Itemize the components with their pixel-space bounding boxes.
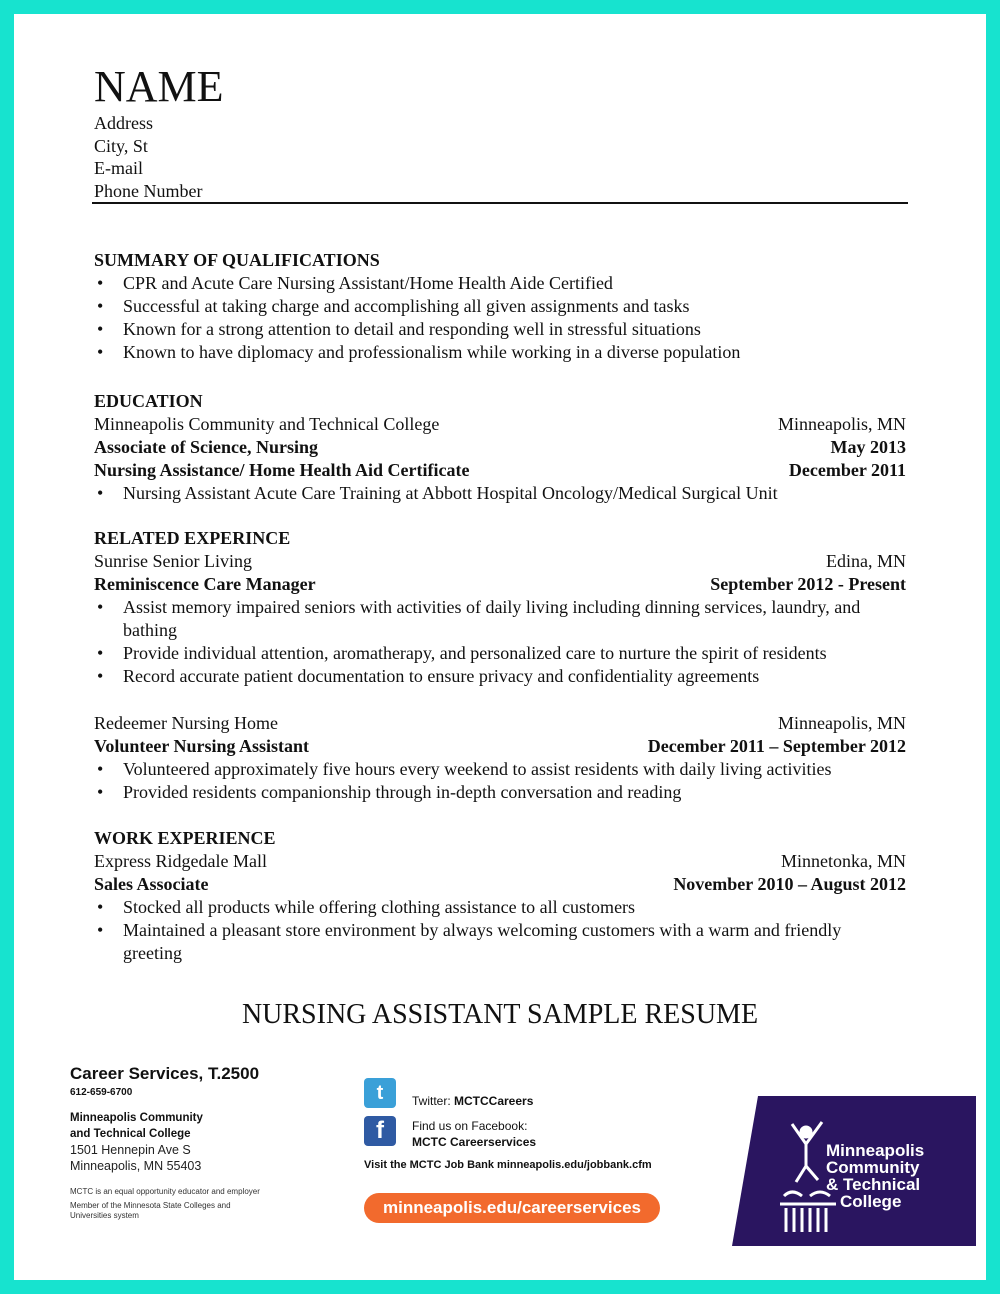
phone-line: Phone Number (94, 180, 203, 201)
header-divider (92, 202, 908, 204)
logo-line-2: Community (826, 1158, 920, 1177)
resume-page (14, 14, 986, 1280)
street-line: 1501 Hennepin Ave S (70, 1143, 191, 1157)
degree-name: Associate of Science, Nursing (94, 437, 318, 457)
school-name: Minneapolis Community and Technical College (94, 414, 440, 434)
degree-row (94, 436, 906, 459)
job-title: Reminiscence Care Manager (94, 574, 316, 594)
job-dates: December 2011 – September 2012 (647, 736, 906, 756)
college-name-line: Minneapolis Community (70, 1112, 203, 1124)
summary-heading: SUMMARY OF QUALIFICATIONS (94, 250, 380, 270)
job-dates: September 2012 - Present (710, 574, 906, 594)
job-title-row (94, 873, 906, 896)
college-name-line: and Technical College (70, 1128, 191, 1140)
summary-section (94, 249, 906, 364)
employer-name: Redeemer Nursing Home (94, 713, 278, 733)
school-location: Minneapolis, MN (778, 414, 906, 434)
list-item: • Nursing Assistant Acute Care Training at Abbott Hospital Oncology/Medical Surgical Unit (94, 482, 906, 505)
resume-title: NURSING ASSISTANT SAMPLE RESUME (241, 999, 759, 1030)
list-item: • Provide individual attention, aromatherapy, and personalized care to nurture the spirit of residents (94, 642, 906, 665)
list-item: • Assist memory impaired seniors with activities of daily living including dinning services, laundry, and bathing (94, 596, 906, 642)
job-title-row (94, 735, 906, 758)
list-item: • Known to have diplomacy and professionalism while working in a diverse population (94, 341, 906, 364)
job-title-row (94, 573, 906, 596)
facebook-icon[interactable]: f (364, 1116, 396, 1146)
summary-list (94, 272, 906, 364)
job-title: Volunteer Nursing Assistant (94, 736, 310, 756)
contact-block (94, 112, 202, 202)
twitter-text (412, 1094, 533, 1108)
job-title: Sales Associate (94, 874, 209, 894)
city-line: Minneapolis, MN 55403 (70, 1159, 202, 1173)
work-experience-section (94, 827, 906, 965)
twitter-icon[interactable]: t (364, 1078, 396, 1108)
education-heading: EDUCATION (94, 391, 203, 411)
city-line: City, St (94, 135, 148, 156)
career-services-url-button[interactable]: minneapolis.edu/careerservices (364, 1193, 660, 1223)
education-section (94, 390, 906, 505)
list-item: • Maintained a pleasant store environment by always welcoming customers with a warm and friendly greeting (94, 919, 846, 965)
college-address (70, 1142, 201, 1174)
member-line: Universities system (70, 1211, 139, 1220)
job-duties-list (94, 596, 906, 688)
related-experience-section (94, 527, 906, 688)
list-item: • Provided residents companionship through in-depth conversation and reading (94, 781, 906, 804)
college-name (70, 1110, 203, 1126)
job-duties-list (94, 758, 906, 804)
twitter-label: Twitter: (412, 1094, 455, 1108)
career-services-phone: 612-659-6700 (70, 1087, 133, 1098)
logo-line-4: College (840, 1192, 902, 1211)
list-item: • Successful at taking charge and accomplishing all given assignments and tasks (94, 295, 906, 318)
job-employer-row (94, 712, 906, 735)
job-dates: November 2010 – August 2012 (673, 874, 906, 894)
education-list (94, 482, 906, 505)
list-item: • CPR and Acute Care Nursing Assistant/Home Health Aide Certified (94, 272, 906, 295)
eeo-line: MCTC is an equal opportunity educator and employer (70, 1187, 260, 1196)
certificate-name: Nursing Assistance/ Home Health Aid Certificate (94, 460, 470, 480)
facebook-handle[interactable]: MCTC Careerservices (412, 1135, 537, 1149)
employer-location: Edina, MN (826, 551, 906, 571)
job-employer-row (94, 550, 906, 573)
job-duties-list (94, 896, 906, 965)
job-bank-link[interactable]: Visit the MCTC Job Bank minneapolis.edu/jobbank.cfm (364, 1159, 652, 1171)
college-disclaimer (70, 1187, 330, 1221)
college-logo (732, 1096, 976, 1246)
list-item: • Record accurate patient documentation to ensure privacy and confidentiality agreements (94, 665, 906, 688)
employer-name: Sunrise Senior Living (94, 551, 252, 571)
certificate-row (94, 459, 906, 482)
logo-line-1: Minneapolis (826, 1141, 925, 1160)
email-line: E-mail (94, 158, 143, 178)
career-services-title: Career Services, T.2500 (70, 1064, 260, 1083)
college-name-2 (70, 1126, 191, 1142)
certificate-date: December 2011 (788, 460, 906, 480)
employer-location: Minnetonka, MN (781, 851, 906, 871)
facebook-label: Find us on Facebook: (412, 1119, 528, 1133)
logo-line-3: & Technical (826, 1175, 921, 1194)
job-employer-row (94, 850, 906, 873)
related-experience-job2 (94, 712, 906, 804)
applicant-name: NAME (94, 62, 224, 111)
list-item: • Volunteered approximately five hours every weekend to assist residents with daily living activities (94, 758, 906, 781)
facebook-text (412, 1118, 536, 1150)
employer-location: Minneapolis, MN (778, 713, 906, 733)
list-item: • Known for a strong attention to detail and responding well in stressful situations (94, 318, 906, 341)
twitter-handle[interactable]: MCTCCareers (454, 1094, 534, 1108)
member-line: Member of the Minnesota State Colleges and (70, 1201, 231, 1210)
list-item: • Stocked all products while offering clothing assistance to all customers (94, 896, 846, 919)
education-school-row (94, 413, 906, 436)
degree-date: May 2013 (830, 437, 906, 457)
work-heading: WORK EXPERIENCE (94, 828, 276, 848)
related-heading: RELATED EXPERINCE (94, 528, 291, 548)
address-line: Address (94, 113, 153, 133)
employer-name: Express Ridgedale Mall (94, 851, 267, 871)
